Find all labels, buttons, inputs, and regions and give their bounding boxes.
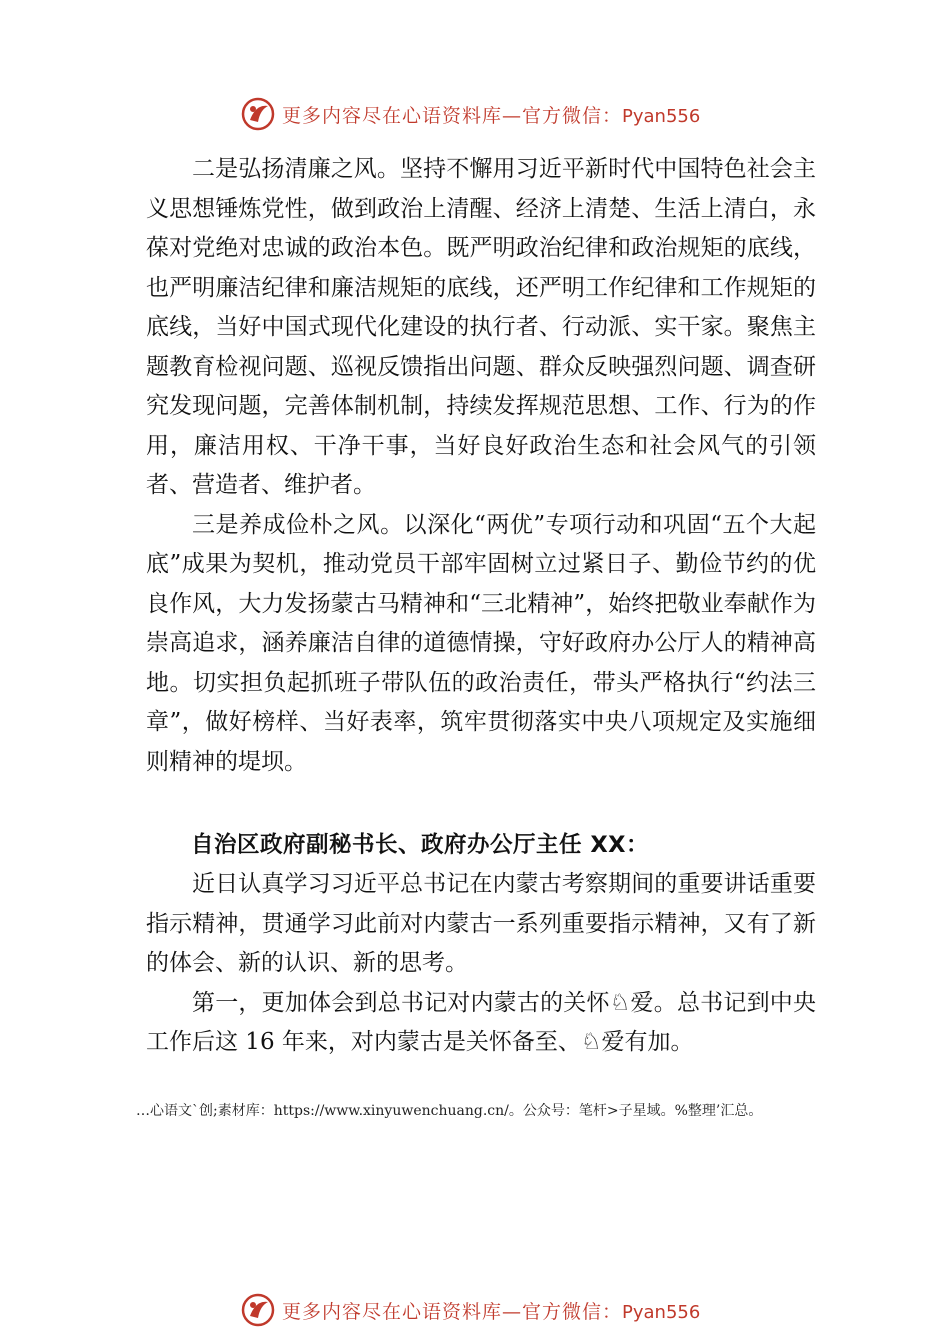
header-banner — [240, 94, 760, 134]
banner-text: 更多内容尽在心语资料库—官方微信：Pyan556 — [282, 104, 701, 127]
document-body — [146, 150, 816, 1063]
paragraph-clean-style: 二是弘扬清廉之风。坚持不懈用习近平新时代中国特色社会主义思想锤炼党性，做到政治上清醒、经济上清楚、生活上清白，永葆对党绝对忠诚的政治本色。既严明政治纪律和政治规矩的底线，也严明廉洁纪律和廉洁规矩的底线，还严明工作纪律和工作规矩的底线，当好中国式现代化建设的执行者、行动派、实干家。聚焦主题教育检视问题、巡视反馈指出问题、群众反映强烈问题、调查研究发现问题，完善体制机制，持续发挥规范思想、工作、行为的作用，廉洁用权、干净干事，当好良好政治生态和社会风气的引领者、营造者、维护者。 — [146, 156, 816, 498]
paragraph-frugal-style: 三是养成俭朴之风。以深化“两优”专项行动和巩固“五个大起底”成果为契机，推动党员干部牢固树立过紧日子、勤俭节约的优良作风，大力发扬蒙古马精神和“三北精神”，始终把敬业奉献作为崇高追求，涵养廉洁自律的道德情操，守好政府办公厅人的精神高地。切实担负起抓班子带队伍的政治责任，带头严格执行“约法三章”，做好榜样、当好表率，筑牢贯彻落实中央八项规定及实施细则精神的堤坝。 — [146, 511, 816, 775]
footer-banner — [240, 1290, 760, 1330]
brand-logo-icon — [240, 96, 276, 132]
banner-text: 更多内容尽在心语资料库—官方微信：Pyan556 — [282, 1300, 701, 1323]
paragraph-study: 近日认真学习习近平总书记在内蒙古考察期间的重要讲话重要指示精神，贯通学习此前对内蒙古一系列重要指示精神，又有了新的体会、新的认识、新的思考。 — [146, 871, 816, 976]
brand-logo-icon — [240, 1292, 276, 1328]
section-heading: 自治区政府副秘书长、政府办公厅主任 XX： — [191, 832, 650, 858]
source-footnote: …心语文`创;素材库：https://www.xinyuwenchuang.cn/。公众号：笔杆>子星域。%整理’汇总。 — [136, 1103, 763, 1119]
wechat-id: Pyan556 — [622, 105, 701, 127]
wechat-id: Pyan556 — [622, 1301, 701, 1323]
paragraph-first-point: 第一，更加体会到总书记对内蒙古的关怀♘爱。总书记到中央工作后这 16 年来，对内蒙古是关怀备至、♘爱有加。 — [146, 989, 816, 1055]
